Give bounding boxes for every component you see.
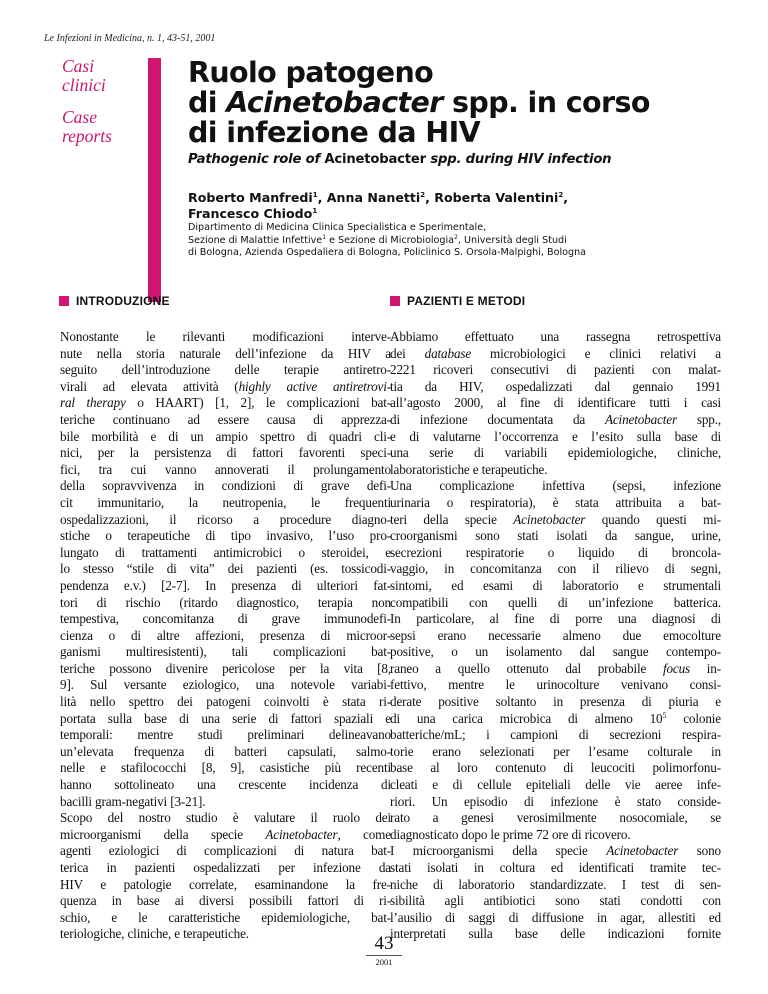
page-number-rule — [366, 955, 402, 956]
category-it-line2: clinici — [62, 75, 106, 95]
text-line: laboratoristiche e terapeutiche. — [390, 461, 548, 477]
text-line: rato a genesi verosimilmente nosocomiale, se — [390, 810, 721, 826]
category-label-italian — [62, 57, 106, 95]
text-line: e di valutarne l’occorrenza e l’esito sulla base di — [390, 428, 721, 444]
text-line — [60, 379, 391, 396]
text-line: bacilli gram-negativi [3-21]. — [60, 793, 206, 809]
text-line — [390, 512, 721, 529]
author-name: Francesco Chiodo — [188, 206, 313, 221]
text-line: In particolare, al fine di porre una diagnosi di — [390, 611, 721, 627]
authors-line-2 — [188, 206, 748, 222]
page-year: 2001 — [375, 957, 393, 967]
text-line: torie erano selezionati per l’esame colturale in — [390, 743, 721, 759]
affil-text: Sezione di Malattie Infettive — [188, 234, 323, 246]
text-line: 2221 ricoveri consecutivi di pazienti con malat- — [390, 362, 721, 378]
text-run: microorganismi della specie — [60, 826, 266, 842]
affiliation-line-3: di Bologna, Azienda Ospedaliera di Bologna, Policlinico S. Orsola-Malpighi, Bologna — [188, 247, 587, 258]
text-run: o HAART) [1, 2], le complicazioni bat- — [125, 395, 391, 411]
text-line: secrezioni respiratorie o liquido di broncola- — [390, 544, 721, 560]
text-line: niche di laboratorio standardizzate. I test di sen- — [390, 876, 721, 892]
text-line: terica in pazienti ospedalizzati per infezione da — [60, 860, 391, 875]
text-run-italic: Acinetobacter — [513, 511, 586, 527]
text-line — [390, 711, 721, 728]
text-line: teriche possono divenire pericolose per la vita [8, — [60, 660, 391, 676]
title-line-1: Ruolo patogeno — [188, 56, 434, 89]
text-line: nelle e stafilococchi [8, 9], casistiche più recenti — [60, 760, 391, 776]
text-line: sintomi, ed esami di laboratorio e strumentali — [390, 577, 721, 593]
text-run-italic: Acinetobacter — [606, 843, 679, 859]
journal-reference: Le Infezioni in Medicina, n. 1, 43-51, 2001 — [44, 33, 216, 44]
text-run-italic: database — [424, 345, 472, 361]
text-line: della sopravvivenza in condizioni di grave defi- — [60, 478, 391, 494]
text-run-italic: ral therapy — [60, 395, 126, 411]
text-line: nici, per la persistenza di fattori favorenti speci- — [60, 445, 391, 461]
text-line: tori di rischio (ritardo diagnostico, terapia non — [60, 594, 391, 610]
category-en-line1: Case — [62, 107, 97, 127]
category-it-line1: Casi — [62, 56, 95, 76]
title-line-2 — [188, 88, 748, 118]
affil-text: , Università degli Studi — [457, 234, 567, 246]
text-run-italic: Acinetobacter — [265, 826, 338, 842]
text-line: quenza in base ai diversi possibili fattori di ri- — [60, 893, 391, 909]
text-line: cit immunitario, la neutropenia, le frequenti — [60, 494, 391, 510]
affil-text: e Sezione di Microbiologia — [326, 234, 455, 246]
text-run: , come — [337, 826, 391, 842]
accent-bar — [148, 58, 161, 302]
section-heading-text: INTRODUZIONE — [76, 294, 170, 308]
text-line — [390, 661, 721, 678]
section-marker-square — [390, 296, 400, 306]
text-line: batteriche/mL; i campioni di secrezioni respira- — [390, 727, 721, 743]
author-affil-sup: 1 — [312, 191, 318, 199]
text-run: in- — [690, 660, 721, 676]
text-line — [60, 395, 391, 412]
text-run: quando questi mi- — [585, 511, 722, 527]
text-line: compatibili con quelli di un’infezione batterica. — [390, 594, 721, 610]
title-line-2-prefix: di — [188, 86, 227, 119]
exponent-sup: 5 — [662, 710, 667, 720]
text-line: base al loro contenuto di leucociti polimorfonu- — [390, 760, 721, 776]
text-run: spp., — [676, 411, 721, 427]
text-run: virali ad elevata attività ( — [60, 378, 239, 394]
text-line: l’ausilio di saggi di diffusione in agar, allestiti ed — [390, 909, 721, 925]
text-line: una serie di variabili epidemiologiche, cliniche, — [390, 445, 721, 461]
text-line: agenti eziologici di complicazioni di natura bat- — [60, 843, 391, 859]
text-line: fettivo, mentre le urinocolture venivano consi- — [390, 677, 721, 693]
text-line: croorganismi sono stati isolati da sangue, urine, — [390, 528, 721, 544]
affil-sup: 2 — [454, 233, 458, 241]
text-line: hanno sottolineato una crescente incidenza di — [60, 777, 391, 793]
text-line: portata sulla base di una serie di fattori spaziali e — [60, 710, 391, 726]
text-line — [60, 827, 391, 844]
text-run-italic: highly active antiretrovi- — [238, 378, 391, 394]
text-line: diagnosticato dopo le prime 72 ore di ricovero. — [390, 826, 631, 842]
text-line: sepsi erano necessarie almeno due emocolture — [390, 627, 721, 643]
text-line: Una complicazione infettiva (sepsi, infezione — [390, 478, 721, 494]
title-genus-italic: Acinetobacter — [226, 86, 443, 119]
subtitle-genus: Acinetobacter — [324, 152, 426, 167]
text-line: schio, e le caratteristiche epidemiologiche, bat- — [60, 909, 391, 925]
text-line: urinaria o respiratoria), è stata attribuita a bat- — [390, 494, 721, 510]
text-line: lità nello spettro dei patogeni coinvolti è stata ri- — [60, 694, 391, 710]
text-line: positive, o un isolamento dal sangue contempo- — [390, 644, 721, 660]
affiliation-line-1: Dipartimento di Medicina Clinica Specialistica e Sperimentale, — [188, 222, 487, 233]
introduction-body — [60, 329, 391, 943]
section-heading-methods — [390, 294, 525, 308]
text-line: lo stesso “stile di vita” dei pazienti (es. tossicodi- — [60, 561, 391, 577]
text-run: I microorganismi della specie — [390, 843, 607, 859]
article-subtitle — [188, 152, 611, 167]
text-line: Abbiamo effettuato una rassegna retrospettiva — [390, 329, 721, 344]
text-line: nute nella storia naturale dell’infezione da HIV a — [60, 345, 391, 361]
text-line: teriche continuano ad essere causa di apprezza- — [60, 411, 391, 427]
text-line: fici, tra cui vanno annoverati il prolungamento — [60, 461, 391, 477]
text-line: un’elevata frequenza di batteri capsulati, salmo- — [60, 743, 391, 759]
text-line — [390, 412, 721, 429]
category-label-english — [62, 108, 112, 146]
text-line: HIV e patologie correlate, esaminandone la fre- — [60, 876, 391, 892]
author-name: Anna Nanetti — [326, 190, 421, 205]
text-line: teriologiche, cliniche, e terapeutiche. — [60, 926, 249, 942]
author-list — [188, 190, 748, 222]
text-line: Scopo del nostro studio è valutare il ruolo dei — [60, 810, 391, 826]
text-line: interpretati sulla base delle indicazioni fornite — [390, 926, 721, 942]
text-line: cienza o di altre affezioni, presenza di microor- — [60, 627, 391, 643]
affiliation — [188, 222, 748, 260]
text-run: colonie — [666, 710, 721, 726]
text-run: teri della specie — [390, 511, 514, 527]
text-run-italic: Acinetobacter — [604, 411, 677, 427]
authors-line-1: Roberto Manfredi$^1$, Anna Nanetti$^2$, Roberta Valentini$^2$, — [188, 190, 568, 205]
subtitle-part-1: Pathogenic role of — [188, 152, 325, 167]
text-run-italic: focus — [662, 660, 691, 676]
text-line: Nonostante le rilevanti modificazioni interve- — [60, 329, 391, 344]
text-line: lungato di trattamenti antimicrobici o steroidei, e — [60, 544, 391, 560]
article-title — [188, 58, 748, 148]
section-heading-text: PAZIENTI E METODI — [407, 294, 526, 308]
text-line: ospedalizzazioni, il ricorso a procedure diagno- — [60, 511, 391, 527]
text-line: stati isolati in coltura ed identificati tramite tec- — [390, 860, 721, 875]
title-line-3: di infezione da HIV — [188, 116, 481, 149]
text-line: derate positive soltanto in presenza di piuria e — [390, 694, 721, 710]
text-line: temporali: mentre studi preliminari delineavano — [60, 727, 391, 743]
category-en-line2: reports — [62, 126, 112, 146]
subtitle-part-3: spp. during HIV infection — [425, 152, 612, 167]
author-affil-sup: 2 — [420, 191, 426, 199]
page-number: 43 — [374, 933, 394, 954]
author-name: Roberta Valentini — [434, 190, 559, 205]
text-line — [390, 346, 721, 363]
section-marker-square — [59, 296, 69, 306]
text-line: pendenza e.v.) [2-7]. In presenza di ulteriori fat- — [60, 577, 391, 593]
title-line-2-suffix: spp. in corso — [442, 86, 650, 119]
text-line: ganismi multiresistenti), tali complicazioni bat- — [60, 644, 391, 660]
text-line: all’agosto 2000, al fine di identificare tutti i casi — [390, 395, 721, 411]
text-line: tempestiva, concomitanza di grave immunodefi- — [60, 611, 391, 627]
author-affil-sup: 1 — [312, 207, 318, 215]
text-run: di una carica microbica di almeno 10 — [390, 710, 663, 726]
text-run: microbiologici e clinici relativi a — [471, 345, 721, 361]
text-line: stiche o terapeutiche di tipo invasivo, l’uso pro- — [60, 528, 391, 544]
text-line: 9]. Sul versante eziologico, una notevole variabi- — [60, 677, 391, 693]
text-line: riori. Un episodio di infezione è stato conside- — [390, 793, 721, 809]
author-name: Roberto Manfredi — [188, 190, 313, 205]
text-line: cleati e di cellule epiteliali delle vie aeree infe- — [390, 777, 721, 793]
section-heading-introduction — [59, 294, 170, 308]
text-run: dei — [390, 345, 425, 361]
text-line: bile morbilità e di un ampio spettro di quadri cli- — [60, 428, 391, 444]
affil-sup: 1 — [322, 233, 327, 241]
text-run: sono — [678, 843, 721, 859]
text-run: raneo a quello ottenuto dal probabile — [390, 660, 663, 676]
methods-body — [390, 329, 721, 943]
text-line: tia da HIV, ospedalizzati dal gennaio 1991 — [390, 378, 721, 394]
text-line: vaggio, in concomitanza con il rilievo di segni, — [390, 561, 721, 577]
text-line — [390, 843, 721, 860]
text-line: seguito dell’introduzione delle terapie antiretro- — [60, 362, 391, 378]
text-line: sibilità agli antibiotici sono stati condotti con — [390, 893, 721, 909]
text-run: di infezione documentata da — [390, 411, 605, 427]
affiliation-line-2 — [188, 235, 748, 248]
author-affil-sup: 2 — [558, 191, 564, 199]
